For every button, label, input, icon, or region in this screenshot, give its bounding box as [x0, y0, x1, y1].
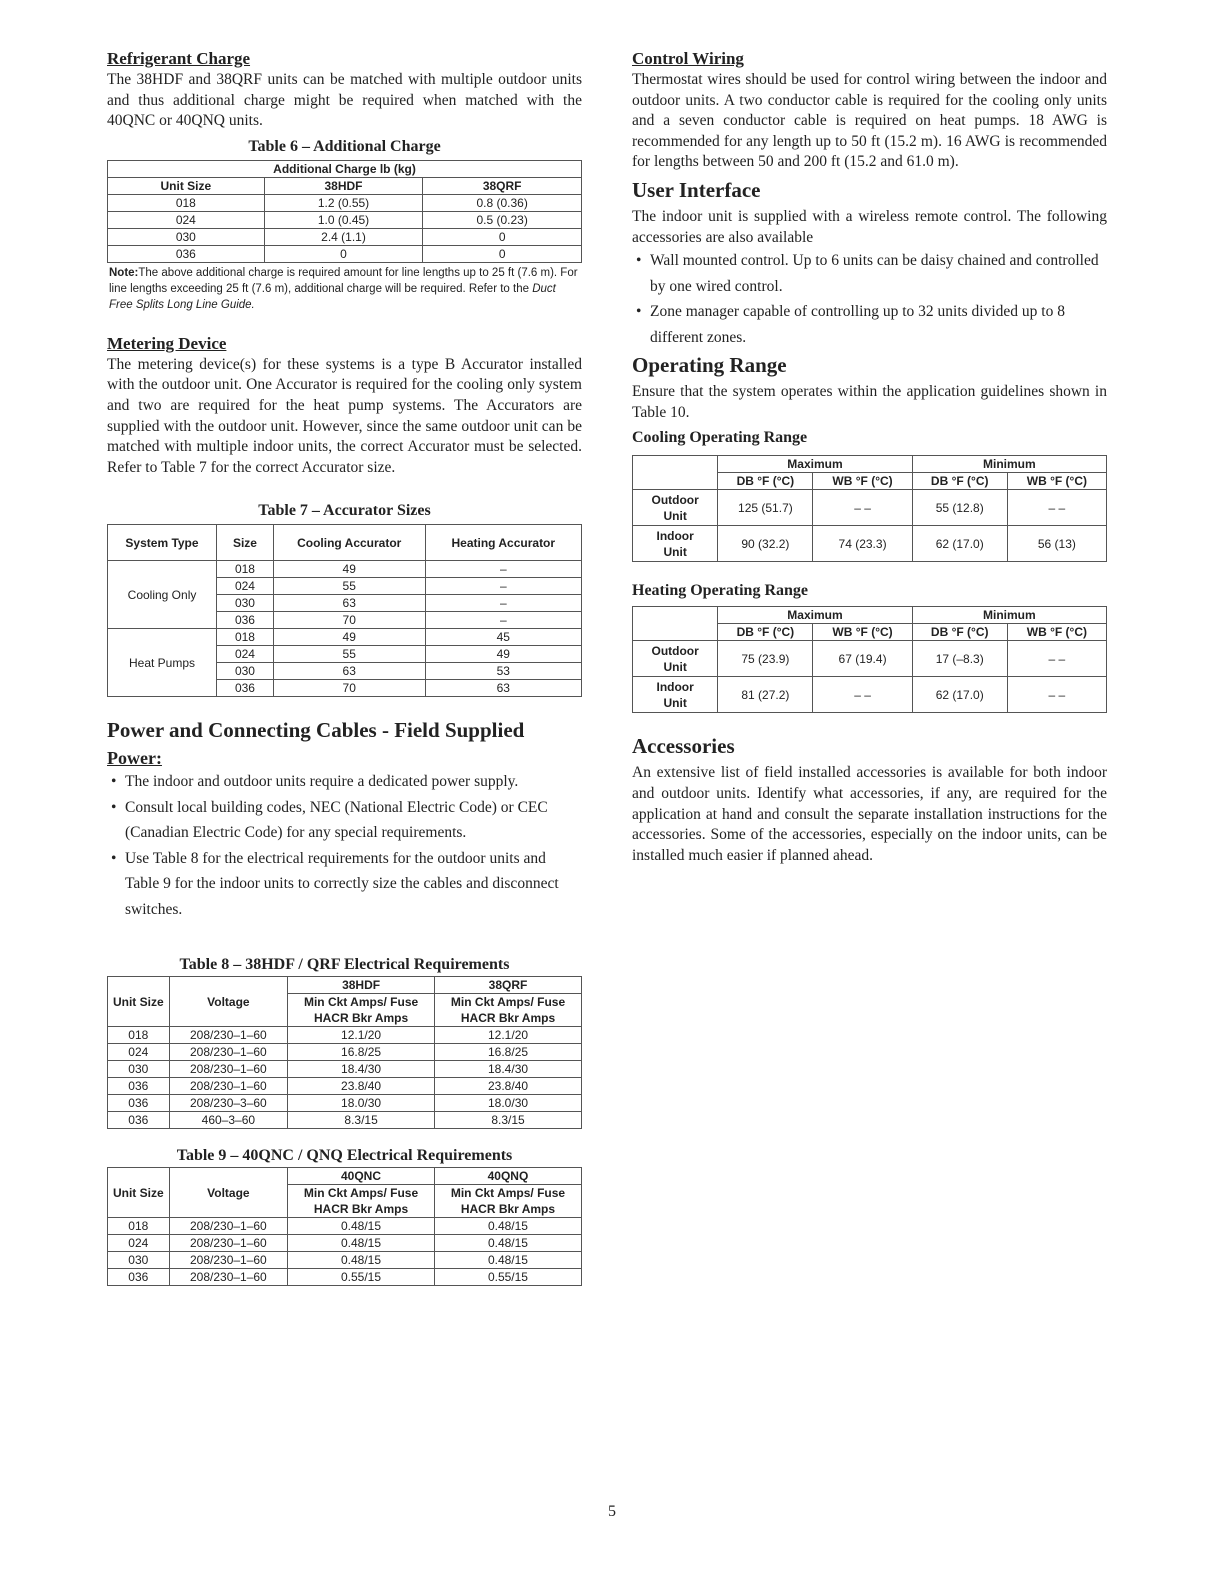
table-row	[108, 1235, 582, 1252]
table6-additional-charge	[107, 160, 582, 263]
cooling-cell: – –	[813, 490, 912, 526]
table8-cell: 18.0/30	[435, 1095, 582, 1112]
table7-cell: 53	[425, 663, 581, 680]
table8-cell: 036	[108, 1112, 170, 1129]
table-row	[108, 1044, 582, 1061]
table-row	[633, 677, 1107, 713]
table7-cell: 49	[273, 629, 425, 646]
table7-cell: 45	[425, 629, 581, 646]
heating-sub-header: DB °F (°C)	[718, 624, 813, 641]
table9-cell: 018	[108, 1218, 170, 1235]
table6-caption: Table 6 – Additional Charge	[248, 137, 441, 155]
table7-header: Cooling Accurator	[273, 525, 425, 561]
table8-cell: 018	[108, 1027, 170, 1044]
table8-caption: Table 8 – 38HDF / QRF Electrical Requirements	[179, 956, 510, 974]
table9-cell: 208/230–1–60	[169, 1252, 288, 1269]
table-row	[108, 211, 582, 228]
table6-header: 38HDF	[264, 177, 423, 194]
heating-corner-cell	[633, 607, 718, 641]
table7-cell: 024	[217, 646, 274, 663]
table9-cell: 208/230–1–60	[169, 1235, 288, 1252]
page-number: 5	[608, 1503, 616, 1520]
table8-cell: 460–3–60	[169, 1112, 288, 1129]
table7-cell: 49	[273, 561, 425, 578]
heating-row-label: Outdoor Unit	[633, 641, 718, 677]
table8-cell: 8.3/15	[435, 1112, 582, 1129]
table8-cell: 208/230–1–60	[169, 1061, 288, 1078]
table-row	[108, 245, 582, 262]
table7-cell: 036	[217, 612, 274, 629]
table8-cell: 208/230–1–60	[169, 1027, 288, 1044]
table8-cell: 16.8/25	[288, 1044, 435, 1061]
bullet-item: • Use Table 8 for the electrical requirements for the outdoor units and Table 9 for the indoor units to correctly size the cables and disconnect switches.	[107, 846, 582, 923]
table6-cell: 2.4 (1.1)	[264, 228, 423, 245]
table7-cell: –	[425, 612, 581, 629]
table-row	[108, 194, 582, 211]
table8-cell: 23.8/40	[435, 1078, 582, 1095]
system-type-cell: Cooling Only	[108, 561, 217, 629]
table7-cell: 030	[217, 595, 274, 612]
table9-cell: 0.48/15	[288, 1218, 435, 1235]
heating-max-header: Maximum	[718, 607, 912, 624]
table8-cell: 18.0/30	[288, 1095, 435, 1112]
table9-header-sub: Min Ckt Amps/ Fuse HACR Bkr Amps	[288, 1185, 435, 1218]
heating-row-label: Indoor Unit	[633, 677, 718, 713]
table9-caption: Table 9 – 40QNC / QNQ Electrical Requirements	[176, 1147, 513, 1165]
table6-cell: 0	[423, 245, 582, 262]
table6-cell: 0	[423, 228, 582, 245]
table-row	[108, 1112, 582, 1129]
note-text: The above additional charge is required amount for line lengths up to 25 ft (7.6 m). For line lengths exceeding 25 ft (7.6 m), additional charge will be required. Refer to the	[109, 266, 578, 295]
cooling-sub-header: WB °F (°C)	[1007, 473, 1106, 490]
cooling-cell: 62 (17.0)	[912, 526, 1007, 562]
table7-cell: 63	[425, 680, 581, 697]
cooling-cell: 125 (51.7)	[718, 490, 813, 526]
table8-cell: 12.1/20	[435, 1027, 582, 1044]
metering-device-text: The metering device(s) for these systems is a type B Accurator installed with the outdoor unit. One Accurator is required for the cooling only system and two are required for the heat pump systems. The Accurators are supplied with the outdoor unit. However, since the same outdoor unit can be matched with multiple indoor units, the correct Accurator must be selected. Refer to Table 7 for the correct Accurator size.	[107, 355, 582, 476]
table6-cell: 1.0 (0.45)	[264, 211, 423, 228]
table-row	[108, 1078, 582, 1095]
cooling-cell: – –	[1007, 490, 1106, 526]
table-row	[633, 641, 1107, 677]
table8-cell: 208/230–3–60	[169, 1095, 288, 1112]
table6-header: 38QRF	[423, 177, 582, 194]
table7-cell: 63	[273, 663, 425, 680]
cooling-cell: 56 (13)	[1007, 526, 1106, 562]
table9-cell: 0.48/15	[288, 1235, 435, 1252]
table6-cell: 030	[108, 228, 265, 245]
bullet-item: • Consult local building codes, NEC (National Electric Code) or CEC (Canadian Electric Code) for any special requirements.	[107, 795, 582, 846]
table8-cell: 036	[108, 1095, 170, 1112]
cooling-row-label: Outdoor Unit	[633, 490, 718, 526]
power-subheading: Power:	[107, 748, 162, 769]
table8-cell: 23.8/40	[288, 1078, 435, 1095]
table8-cell: 036	[108, 1078, 170, 1095]
table8-header-voltage: Voltage	[169, 977, 288, 1027]
table-row	[108, 1095, 582, 1112]
table7-cell: 49	[425, 646, 581, 663]
cooling-range-title: Cooling Operating Range	[632, 429, 808, 447]
table8-cell: 208/230–1–60	[169, 1078, 288, 1095]
table-row	[108, 1218, 582, 1235]
cooling-operating-range-table	[632, 455, 1107, 562]
table-row	[108, 228, 582, 245]
table6-cell: 1.2 (0.55)	[264, 194, 423, 211]
table8-cell: 18.4/30	[435, 1061, 582, 1078]
table7-caption: Table 7 – Accurator Sizes	[258, 502, 431, 520]
table-row	[108, 1061, 582, 1078]
heating-cell: 17 (–8.3)	[912, 641, 1007, 677]
cooling-sub-header: DB °F (°C)	[718, 473, 813, 490]
table7-cell: –	[425, 561, 581, 578]
accessories-text: An extensive list of field installed accessories is available for both indoor and outdoor units. Identify what accessories, if any, are required for the application at hand and consult the separate installation instructions for the accessories. Some of the accessories, especially on the indoor units, can be installed much easier if planned ahead.	[632, 764, 1107, 864]
heating-operating-range-table	[632, 606, 1107, 713]
table9-cell: 0.48/15	[434, 1252, 581, 1269]
table7-cell: 036	[217, 680, 274, 697]
heating-cell: – –	[813, 677, 912, 713]
table6-group-header: Additional Charge lb (kg)	[108, 160, 582, 177]
control-wiring-text: Thermostat wires should be used for control wiring between the indoor and outdoor units. A two conductor cable is required for the cooling only units and a seven conductor cable is required on heat pumps. 18 AWG is recommended for any length up to 50 ft (15.2 m). 16 AWG is recommended for lengths between 50 and 200 ft (15.2 and 61.0 m).	[632, 71, 1107, 171]
table7-cell: –	[425, 578, 581, 595]
table9-cell: 0.48/15	[288, 1252, 435, 1269]
refrigerant-charge-text: The 38HDF and 38QRF units can be matched with multiple outdoor units and thus additional charge might be required when matched with the 40QNC or 40QNQ units.	[107, 71, 582, 130]
table8-cell: 208/230–1–60	[169, 1044, 288, 1061]
system-type-cell: Heat Pumps	[108, 629, 217, 697]
table9-cell: 208/230–1–60	[169, 1218, 288, 1235]
operating-range-text: Ensure that the system operates within the application guidelines shown in Table 10.	[632, 383, 1107, 421]
table7-header: Size	[217, 525, 274, 561]
table6-cell: 018	[108, 194, 265, 211]
table7-cell: 030	[217, 663, 274, 680]
table9-header-unit: Unit Size	[108, 1168, 170, 1218]
table-row	[108, 629, 582, 646]
table9-electrical-requirements	[107, 1167, 582, 1286]
table8-header-unit: Unit Size	[108, 977, 170, 1027]
user-interface-bullet-list	[632, 248, 1107, 350]
power-cables-heading: Power and Connecting Cables - Field Supplied	[107, 718, 525, 743]
note-label: Note:	[109, 266, 139, 279]
table9-cell: 0.55/15	[434, 1269, 581, 1286]
heating-cell: 62 (17.0)	[912, 677, 1007, 713]
table7-header: Heating Accurator	[425, 525, 581, 561]
heating-min-header: Minimum	[912, 607, 1106, 624]
heating-cell: – –	[1007, 641, 1106, 677]
table6-note	[109, 265, 582, 313]
cooling-cell: 74 (23.3)	[813, 526, 912, 562]
table9-header-sub: Min Ckt Amps/ Fuse HACR Bkr Amps	[434, 1185, 581, 1218]
left-column	[107, 48, 582, 1286]
table8-cell: 18.4/30	[288, 1061, 435, 1078]
heating-cell: 75 (23.9)	[718, 641, 813, 677]
table-row	[108, 1027, 582, 1044]
cooling-cell: 55 (12.8)	[912, 490, 1007, 526]
note-reference: Duct Free Splits Long Line Guide.	[109, 282, 556, 311]
table6-cell: 0.5 (0.23)	[423, 211, 582, 228]
refrigerant-charge-heading: Refrigerant Charge	[107, 49, 251, 68]
heating-sub-header: WB °F (°C)	[813, 624, 912, 641]
heating-sub-header: DB °F (°C)	[912, 624, 1007, 641]
table-row	[633, 490, 1107, 526]
bullet-item: • Zone manager capable of controlling up to 32 units divided up to 8 different zones.	[632, 299, 1107, 350]
user-interface-heading: User Interface	[632, 177, 761, 202]
table9-cell: 0.48/15	[434, 1235, 581, 1252]
cooling-corner-cell	[633, 456, 718, 490]
metering-device-heading: Metering Device	[107, 333, 227, 353]
table9-cell: 208/230–1–60	[169, 1269, 288, 1286]
table8-cell: 024	[108, 1044, 170, 1061]
cooling-sub-header: DB °F (°C)	[912, 473, 1007, 490]
table7-cell: 70	[273, 680, 425, 697]
heating-cell: 67 (19.4)	[813, 641, 912, 677]
table8-cell: 8.3/15	[288, 1112, 435, 1129]
table9-cell: 030	[108, 1252, 170, 1269]
table8-header-model: 38QRF	[435, 977, 582, 994]
cooling-cell: 90 (32.2)	[718, 526, 813, 562]
table7-cell: 018	[217, 561, 274, 578]
table-row	[108, 1269, 582, 1286]
table7-cell: 55	[273, 578, 425, 595]
table7-cell: 018	[217, 629, 274, 646]
table6-cell: 0	[264, 245, 423, 262]
table8-cell: 16.8/25	[435, 1044, 582, 1061]
heating-cell: – –	[1007, 677, 1106, 713]
table6-cell: 036	[108, 245, 265, 262]
table7-cell: 024	[217, 578, 274, 595]
table7-cell: 55	[273, 646, 425, 663]
table-row	[633, 526, 1107, 562]
table8-header-sub: Min Ckt Amps/ Fuse HACR Bkr Amps	[435, 994, 582, 1027]
table7-header: System Type	[108, 525, 217, 561]
bullet-item: • The indoor and outdoor units require a dedicated power supply.	[107, 769, 582, 795]
table8-electrical-requirements	[107, 976, 582, 1129]
table9-header-voltage: Voltage	[169, 1168, 288, 1218]
cooling-sub-header: WB °F (°C)	[813, 473, 912, 490]
table9-cell: 024	[108, 1235, 170, 1252]
user-interface-text: The indoor unit is supplied with a wireless remote control. The following accessories are also available	[632, 207, 1107, 246]
cooling-row-label: Indoor Unit	[633, 526, 718, 562]
table-row	[108, 1252, 582, 1269]
control-wiring-heading: Control Wiring	[632, 49, 744, 68]
table7-cell: 63	[273, 595, 425, 612]
heating-sub-header: WB °F (°C)	[1007, 624, 1106, 641]
heating-range-title: Heating Operating Range	[632, 582, 808, 600]
operating-range-heading: Operating Range	[632, 353, 787, 378]
table6-cell: 0.8 (0.36)	[423, 194, 582, 211]
cooling-min-header: Minimum	[912, 456, 1106, 473]
table9-header-model: 40QNQ	[434, 1168, 581, 1185]
heating-cell: 81 (27.2)	[718, 677, 813, 713]
table6-header: Unit Size	[108, 177, 265, 194]
table8-cell: 12.1/20	[288, 1027, 435, 1044]
table9-cell: 0.55/15	[288, 1269, 435, 1286]
table6-cell: 024	[108, 211, 265, 228]
bullet-item: • Wall mounted control. Up to 6 units can be daisy chained and controlled by one wired control.	[632, 248, 1107, 299]
power-bullet-list	[107, 769, 582, 922]
table9-cell: 036	[108, 1269, 170, 1286]
right-column	[632, 48, 1107, 866]
table7-cell: 70	[273, 612, 425, 629]
table7-accurator-sizes	[107, 524, 582, 697]
table9-header-model: 40QNC	[288, 1168, 435, 1185]
table9-cell: 0.48/15	[434, 1218, 581, 1235]
accessories-heading: Accessories	[632, 734, 735, 759]
table8-cell: 030	[108, 1061, 170, 1078]
table-row	[108, 561, 582, 578]
table8-header-model: 38HDF	[288, 977, 435, 994]
table8-header-sub: Min Ckt Amps/ Fuse HACR Bkr Amps	[288, 994, 435, 1027]
table7-cell: –	[425, 595, 581, 612]
cooling-max-header: Maximum	[718, 456, 912, 473]
